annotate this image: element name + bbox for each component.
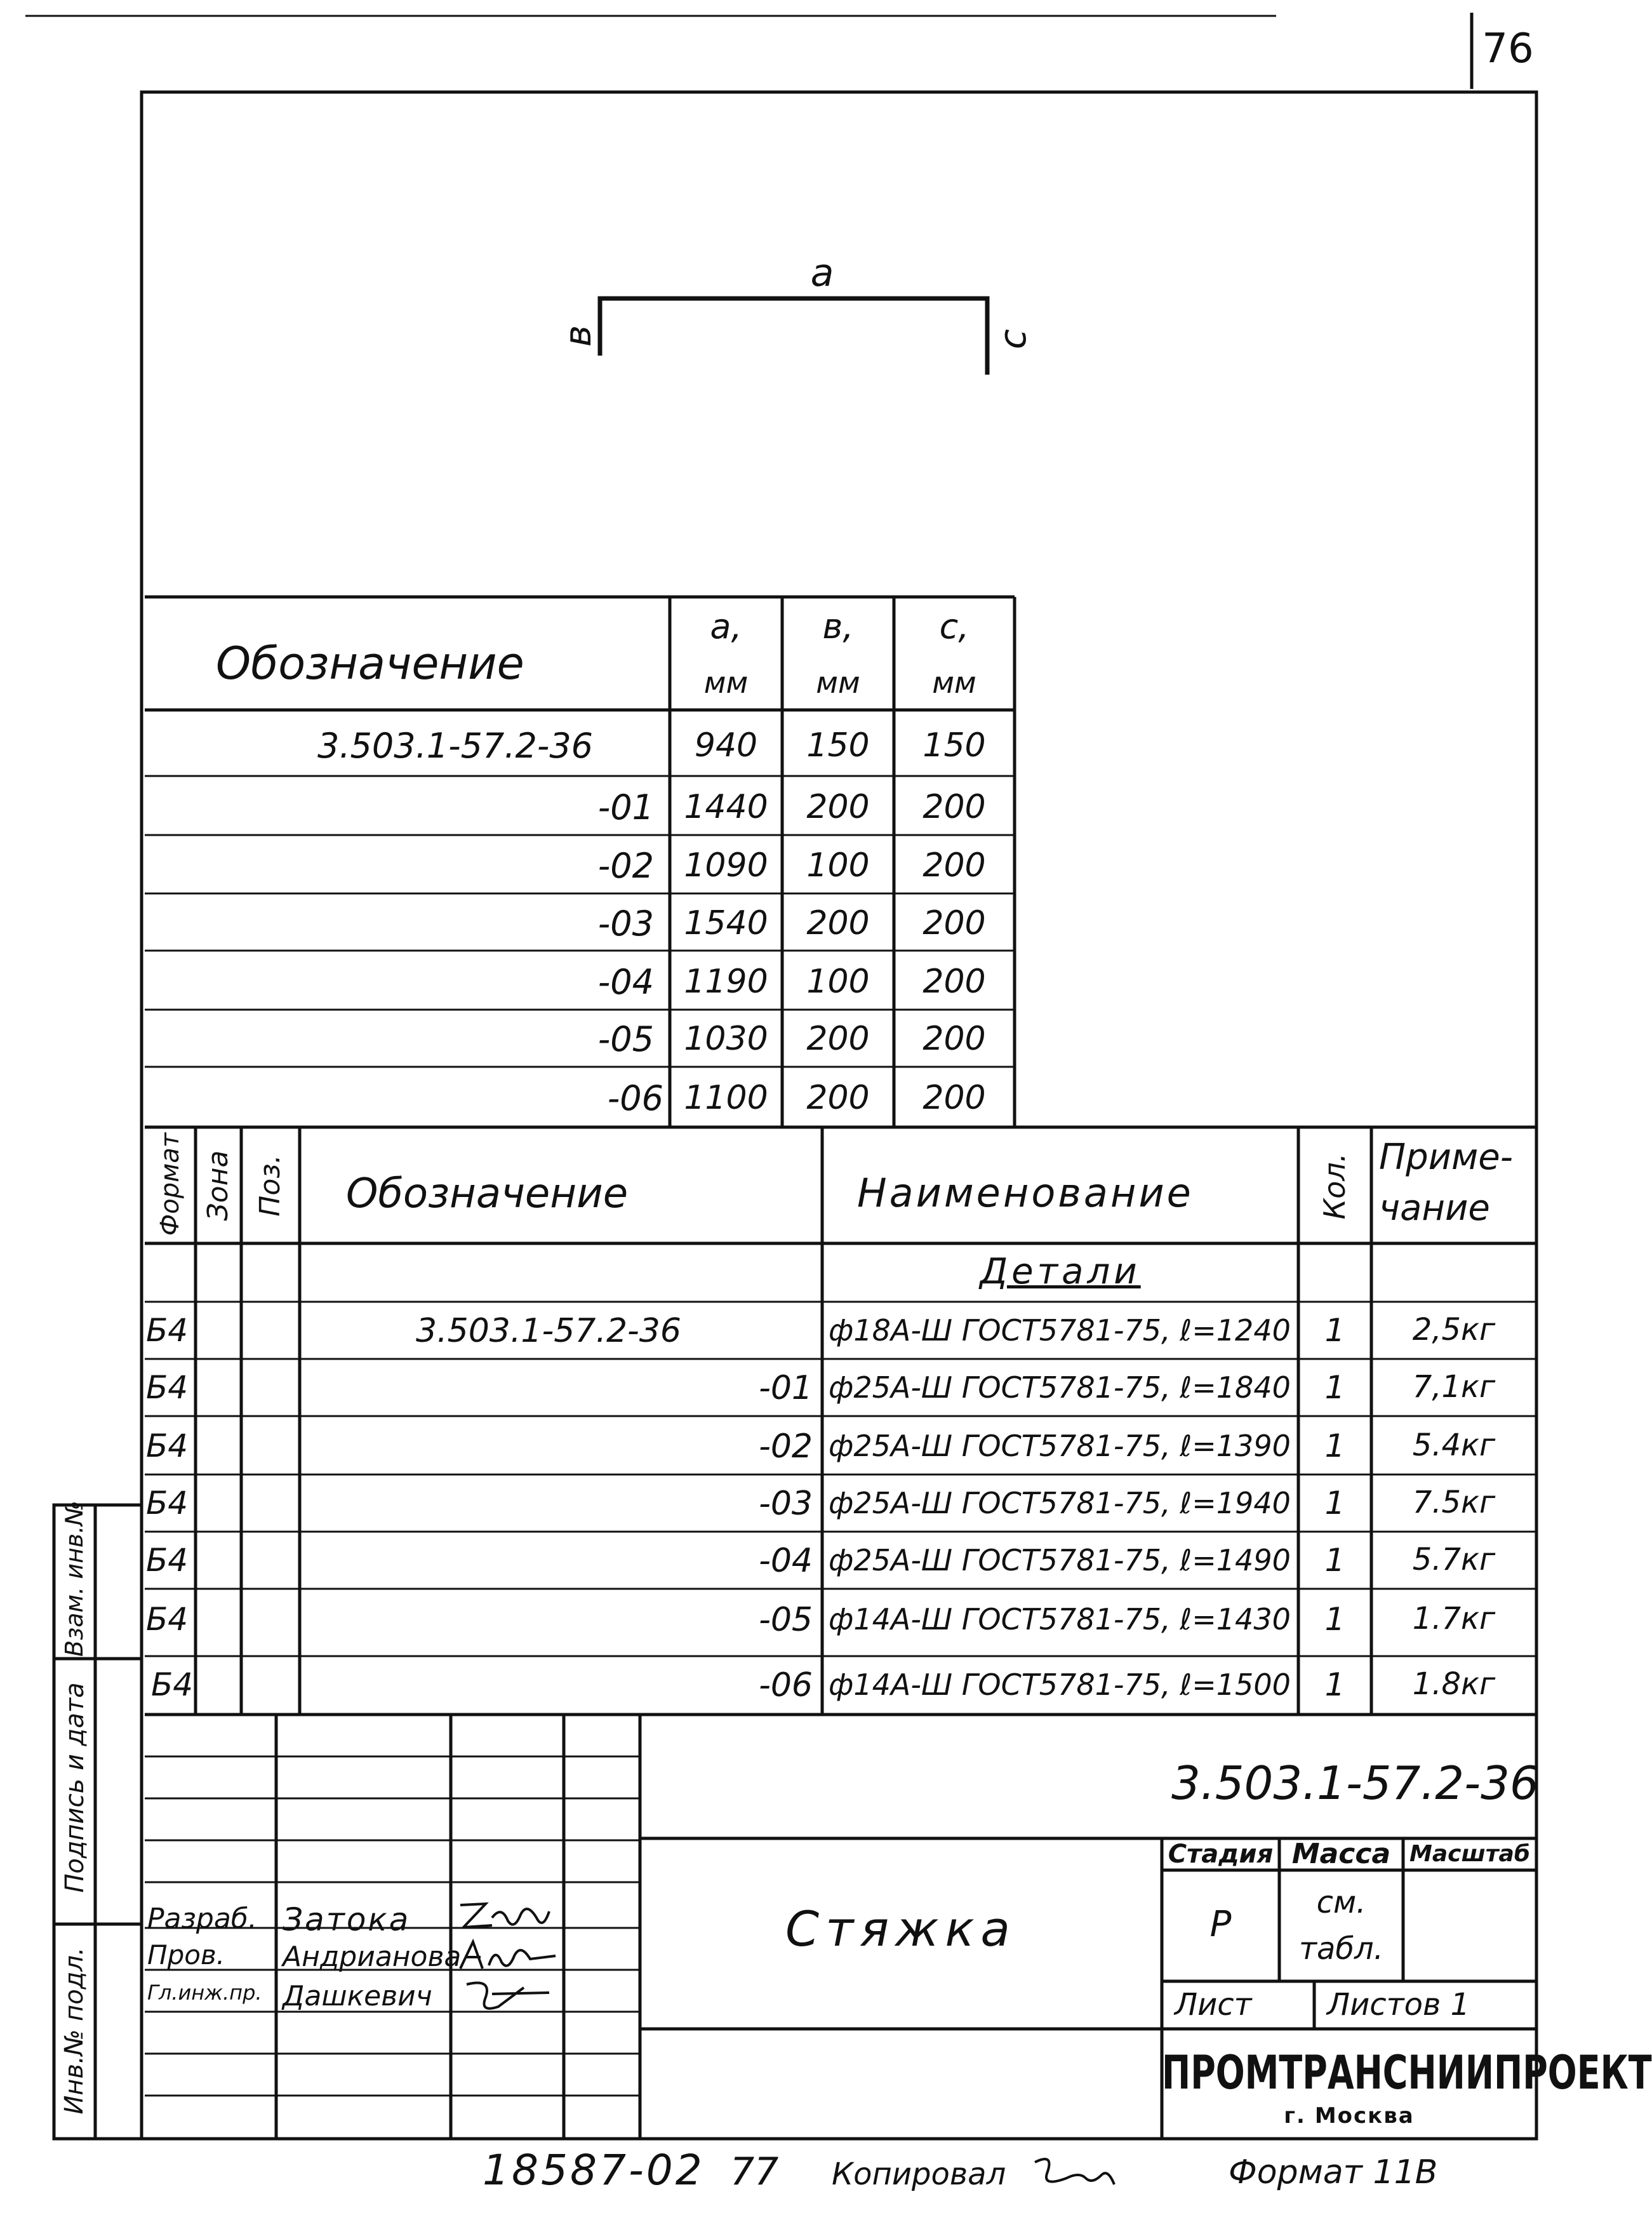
stage-value: Р (1209, 1904, 1232, 1945)
spec-row-note: 5.4кг (1412, 1428, 1496, 1463)
spec-row-note: 1.7кг (1412, 1601, 1496, 1636)
spec-row-designation: -05 (759, 1601, 813, 1639)
dim-row-b: 150 (806, 726, 870, 765)
spec-row-designation: 3.503.1-57.2-36 (416, 1312, 681, 1350)
spec-row-designation: -03 (759, 1485, 813, 1523)
spec-row-name: ф14А-Ш ГОСТ5781-75, ℓ=1430 (829, 1602, 1291, 1636)
spec-row-name: ф25А-Ш ГОСТ5781-75, ℓ=1840 (829, 1370, 1291, 1405)
dim-header-a: a, (710, 606, 742, 646)
spec-section-title: Детали (980, 1251, 1141, 1292)
dim-row-c: 200 (923, 1079, 986, 1117)
dim-row-a: 940 (694, 726, 758, 765)
document-number: 3.503.1-57.2-36 (1171, 1756, 1539, 1810)
dim-row-c: 200 (923, 846, 986, 885)
spec-row-qty: 1 (1324, 1666, 1345, 1703)
staff-role: Пров. (147, 1939, 225, 1970)
dim-header-b-unit: мм (816, 665, 860, 700)
dim-row-a: 1440 (684, 788, 768, 826)
spec-row-qty: 1 (1324, 1428, 1345, 1464)
spec-row-name: ф25А-Ш ГОСТ5781-75, ℓ=1940 (829, 1486, 1291, 1520)
spec-row-format: Б4 (146, 1428, 189, 1464)
copied-by-label: Копировал (832, 2157, 1006, 2192)
dim-row-b: 200 (806, 904, 870, 942)
scale-label: Масштаб (1409, 1841, 1530, 1867)
dim-row-designation: -03 (597, 904, 654, 944)
archive-number: 18587-02 (483, 2146, 705, 2195)
spec-row-note: 5.7кг (1412, 1542, 1496, 1577)
spec-row-format: Б4 (146, 1601, 189, 1638)
document-title: Стяжка (785, 1901, 1016, 1957)
dim-row-c: 200 (923, 904, 986, 942)
spec-row-qty: 1 (1324, 1542, 1345, 1579)
dim-row-a: 1030 (684, 1020, 768, 1058)
staff-role: Разраб. (147, 1903, 257, 1935)
staff-name: Дашкевич (283, 1980, 432, 2012)
copier-signature (1029, 2150, 1124, 2194)
dim-row-b: 200 (806, 1079, 870, 1117)
dim-header-c-unit: мм (932, 665, 976, 700)
dim-row-a: 1190 (684, 963, 768, 1001)
dim-row-designation: -05 (597, 1019, 654, 1059)
staff-name: Затока (283, 1901, 411, 1938)
spec-header-format: Формат (156, 1132, 185, 1236)
spec-row-format: Б4 (146, 1312, 189, 1349)
spec-row-format: Б4 (146, 1485, 189, 1521)
spec-header-designation: Обозначение (346, 1170, 629, 1217)
side-stamp-signature-date: Подпись и дата (60, 1682, 90, 1893)
sheet-label: Лист (1175, 1987, 1252, 2023)
dim-row-b: 100 (806, 846, 870, 885)
dim-row-a: 1540 (684, 904, 768, 942)
spec-row-name: ф18А-Ш ГОСТ5781-75, ℓ=1240 (829, 1313, 1291, 1348)
spec-header-name: Наименование (857, 1170, 1194, 1216)
sketch-label-b: в (556, 324, 599, 347)
stage-label: Стадия (1168, 1840, 1274, 1869)
dim-row-c: 200 (923, 963, 986, 1001)
sketch-label-c: с (991, 329, 1034, 349)
mass-label: Масса (1291, 1838, 1391, 1870)
dim-row-designation: -01 (597, 787, 654, 827)
signature-dashkevich (454, 1975, 562, 2016)
spec-header-pos: Поз. (254, 1154, 286, 1217)
dim-row-designation: -04 (597, 962, 654, 1002)
spec-row-name: ф14А-Ш ГОСТ5781-75, ℓ=1500 (829, 1668, 1291, 1702)
organization-name: ПРОМТРАНСНИИПРОЕКТ (1162, 2045, 1652, 2100)
spec-row-designation: -04 (759, 1542, 813, 1580)
page-number: 76 (1482, 25, 1534, 72)
staff-role: Гл.инж.пр. (147, 1981, 262, 2005)
spec-row-note: 7,1кг (1412, 1369, 1496, 1405)
dim-row-designation: -02 (597, 846, 654, 886)
sheet-format: Формат 11В (1229, 2153, 1438, 2191)
spec-row-qty: 1 (1324, 1485, 1345, 1521)
dim-row-b: 100 (806, 963, 870, 1001)
dim-header-designation: Обозначение (216, 638, 524, 690)
spec-header-qty: Кол. (1317, 1153, 1352, 1220)
spec-row-designation: -01 (759, 1369, 813, 1407)
spec-row-format: Б4 (146, 1542, 189, 1579)
dim-row-c: 200 (923, 1020, 986, 1058)
signature-zatoka (454, 1899, 562, 1937)
dim-row-designation: 3.503.1-57.2-36 (317, 726, 594, 766)
mass-value-line2: табл. (1299, 1931, 1383, 1967)
dim-row-b: 200 (806, 1020, 870, 1058)
spec-row-qty: 1 (1324, 1601, 1345, 1638)
dim-row-designation: -06 (607, 1078, 663, 1118)
dim-row-c: 150 (923, 726, 986, 765)
signature-andrianova (454, 1937, 568, 1975)
spec-row-designation: -02 (759, 1428, 813, 1466)
dim-header-c: с, (939, 606, 969, 646)
spec-row-name: ф25А-Ш ГОСТ5781-75, ℓ=1390 (829, 1429, 1291, 1463)
spec-row-format: Б4 (151, 1666, 194, 1703)
organization-city: г. Москва (1284, 2103, 1415, 2129)
spec-header-note-line1: Приме- (1379, 1137, 1513, 1178)
mass-value-line1: см. (1316, 1885, 1366, 1920)
spec-row-note: 7.5кг (1412, 1485, 1496, 1520)
spec-header-note-line2: чание (1379, 1187, 1490, 1229)
sketch-label-a: a (810, 251, 834, 295)
sheets-count: Листов 1 (1327, 1987, 1470, 2023)
spec-header-zone: Зона (202, 1150, 234, 1221)
staff-name: Андрианова (283, 1941, 462, 1973)
spec-row-qty: 1 (1324, 1369, 1345, 1406)
dim-row-a: 1100 (684, 1079, 768, 1117)
spec-row-note: 1.8кг (1412, 1666, 1496, 1702)
spec-row-designation: -06 (759, 1666, 813, 1704)
dim-header-b: в, (822, 606, 854, 646)
side-stamp-inv-original: Инв.№ подл. (60, 1947, 89, 2115)
side-stamp-replaced-inv: Взам. инв.№ (60, 1501, 88, 1657)
dim-row-c: 200 (923, 788, 986, 826)
spec-row-qty: 1 (1324, 1312, 1345, 1349)
spec-row-format: Б4 (146, 1369, 189, 1406)
spec-row-note: 2,5кг (1412, 1312, 1496, 1348)
copy-number: 77 (730, 2150, 779, 2194)
dim-header-a-unit: мм (703, 665, 749, 700)
dim-row-b: 200 (806, 788, 870, 826)
dim-row-a: 1090 (684, 846, 768, 885)
spec-row-name: ф25А-Ш ГОСТ5781-75, ℓ=1490 (829, 1543, 1291, 1577)
